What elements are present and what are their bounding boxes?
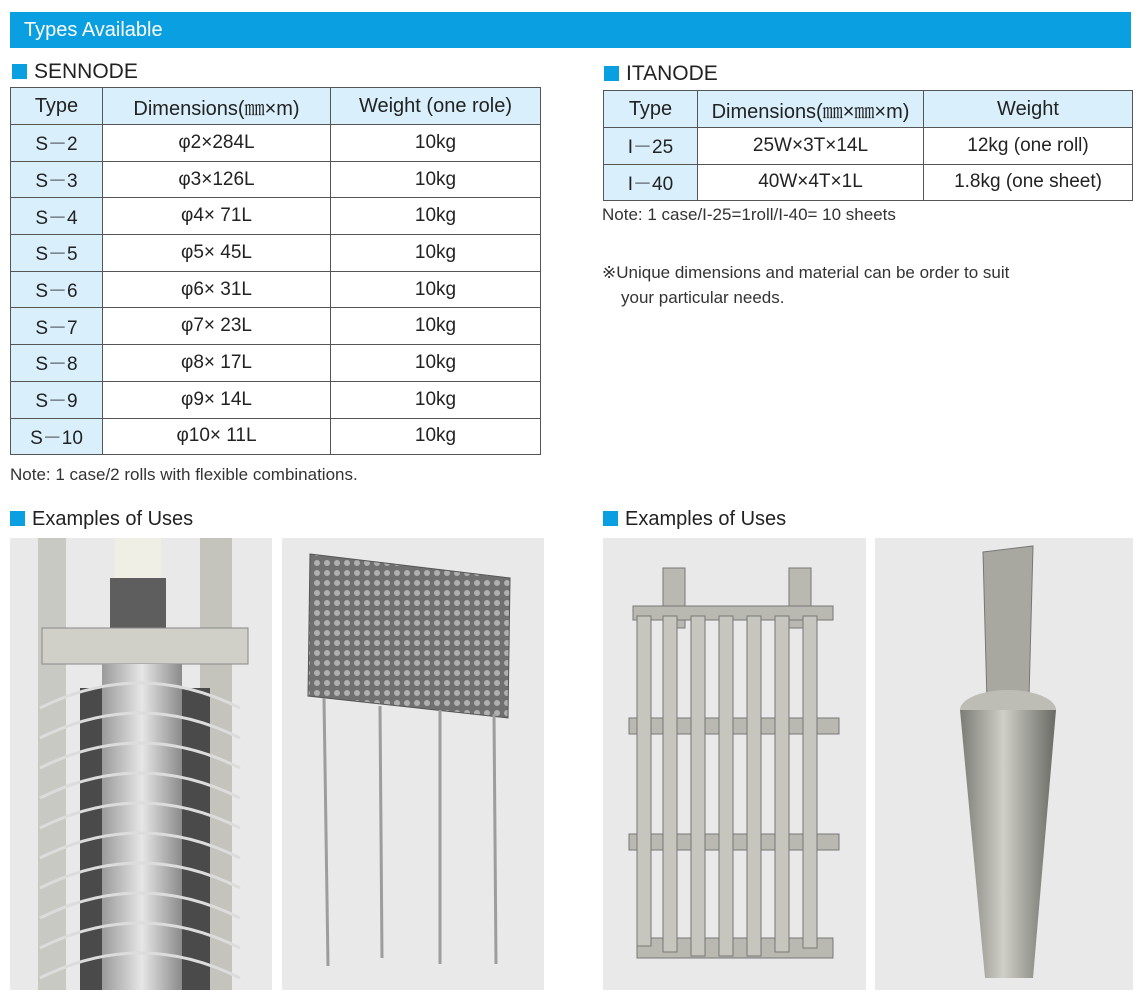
- weight-cell: 10kg: [331, 271, 541, 308]
- custom-remark-line1: ※Unique dimensions and material can be order to suit: [602, 263, 1010, 282]
- table-row: [604, 164, 1133, 201]
- itanode-table: [603, 90, 1133, 201]
- table-row: [604, 128, 1133, 165]
- type-cell: S－6: [11, 271, 103, 308]
- dimensions-cell: φ5× 45L: [103, 235, 331, 272]
- table-row: [11, 125, 541, 162]
- type-cell: S－3: [11, 161, 103, 198]
- weight-cell: 10kg: [331, 161, 541, 198]
- wire-coil-illustration: [10, 538, 272, 990]
- table-row: [11, 161, 541, 198]
- weight-cell: 10kg: [331, 308, 541, 345]
- type-cell: S－9: [11, 381, 103, 418]
- table-row: [11, 198, 541, 235]
- dimensions-cell: φ10× 11L: [103, 418, 331, 455]
- cage-illustration: [603, 538, 866, 990]
- table-header-row: [11, 88, 541, 125]
- square-bullet-icon: [10, 511, 25, 526]
- type-cell: S－4: [11, 198, 103, 235]
- banner-title: Types Available: [24, 19, 163, 41]
- type-cell: S－8: [11, 345, 103, 382]
- col-type-header: Type: [604, 91, 698, 128]
- dimensions-cell: 25W×3T×14L: [698, 128, 924, 165]
- col-type-header: Type: [11, 88, 103, 125]
- itanode-title: ITANODE: [626, 62, 718, 85]
- dimensions-cell: 40W×4T×1L: [698, 164, 924, 201]
- photo-mesh-plate-anode: [282, 538, 544, 990]
- dimensions-cell: φ4× 71L: [103, 198, 331, 235]
- itanode-note: Note: 1 case/I-25=1roll/I-40= 10 sheets: [602, 205, 896, 224]
- types-available-banner: [10, 12, 1131, 48]
- uses-left-heading: [10, 507, 193, 531]
- dimensions-cell: φ6× 31L: [103, 271, 331, 308]
- type-cell: S－2: [11, 125, 103, 162]
- type-cell: S－5: [11, 235, 103, 272]
- sennode-title: SENNODE: [34, 60, 138, 83]
- col-weight-header: Weight (one role): [331, 88, 541, 125]
- photo-cone-bar-anode: [875, 538, 1133, 990]
- square-bullet-icon: [12, 64, 27, 79]
- dimensions-cell: φ7× 23L: [103, 308, 331, 345]
- photo-wire-coil-anode: [10, 538, 272, 990]
- type-cell: S－10: [11, 418, 103, 455]
- weight-cell: 12kg (one roll): [924, 128, 1133, 165]
- table-row: [11, 235, 541, 272]
- table-row: [11, 418, 541, 455]
- table-header-row: [604, 91, 1133, 128]
- weight-cell: 10kg: [331, 198, 541, 235]
- weight-cell: 10kg: [331, 125, 541, 162]
- custom-remark-line2: your particular needs.: [621, 288, 785, 307]
- col-dimensions-header: Dimensions(㎜×㎜×m): [698, 91, 924, 128]
- col-dimensions-header: Dimensions(㎜×m): [103, 88, 331, 125]
- weight-cell: 10kg: [331, 381, 541, 418]
- weight-cell: 10kg: [331, 418, 541, 455]
- square-bullet-icon: [604, 66, 619, 81]
- cone-bar-illustration: [875, 538, 1133, 990]
- type-cell: I－40: [604, 164, 698, 201]
- mesh-plate-illustration: [282, 538, 544, 990]
- type-cell: S－7: [11, 308, 103, 345]
- dimensions-cell: φ9× 14L: [103, 381, 331, 418]
- itanode-heading: [604, 62, 718, 86]
- dimensions-cell: φ3×126L: [103, 161, 331, 198]
- col-weight-header: Weight: [924, 91, 1133, 128]
- weight-cell: 1.8kg (one sheet): [924, 164, 1133, 201]
- photo-cage-anode: [603, 538, 866, 990]
- uses-left-title: Examples of Uses: [32, 508, 194, 530]
- table-row: [11, 271, 541, 308]
- weight-cell: 10kg: [331, 235, 541, 272]
- table-row: [11, 308, 541, 345]
- weight-cell: 10kg: [331, 345, 541, 382]
- sennode-heading: [12, 60, 138, 84]
- sennode-note: Note: 1 case/2 rolls with flexible combinations.: [10, 465, 358, 484]
- uses-right-title: Examples of Uses: [625, 508, 787, 530]
- sennode-table: [10, 87, 541, 455]
- square-bullet-icon: [603, 511, 618, 526]
- table-row: [11, 381, 541, 418]
- dimensions-cell: φ2×284L: [103, 125, 331, 162]
- uses-right-heading: [603, 507, 786, 531]
- dimensions-cell: φ8× 17L: [103, 345, 331, 382]
- table-row: [11, 345, 541, 382]
- type-cell: I－25: [604, 128, 698, 165]
